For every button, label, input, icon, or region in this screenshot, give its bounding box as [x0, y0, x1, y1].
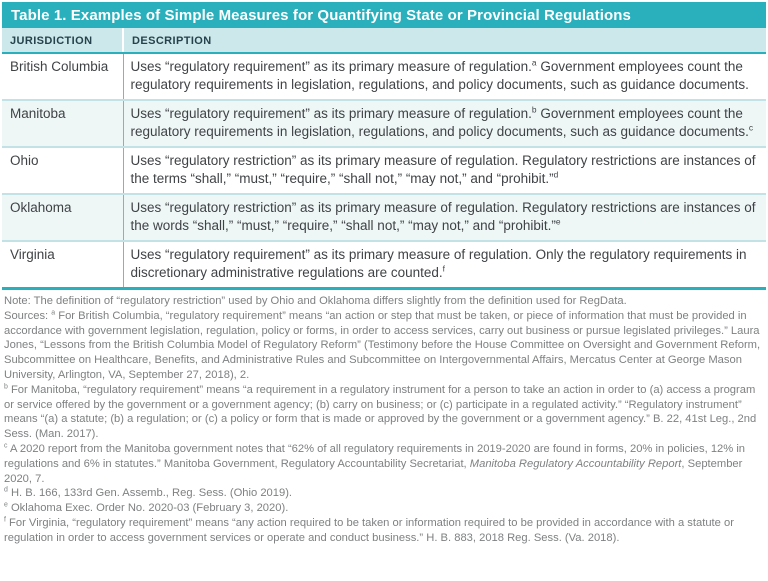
text-segment: For Manitoba, “regulatory requirement” means “a requirement in a regulatory instrument for a person to take an action in order to (a) access a program or service offered by the government or a government agency; (b) carry on business; or (c) participate in a regulated activity.” “Regulatory instrument” means “(a) a statute; (b) a regulation; or (c) a policy or form that is made or approved by the government or a government agency.” B. 22, 41st Leg., 2nd Sess. (Man. 2017). [4, 383, 757, 441]
footnote-marker: a [51, 309, 56, 317]
footnote-marker: b [531, 104, 537, 115]
table-body [2, 53, 766, 287]
note-paragraph [4, 516, 764, 546]
jurisdiction-cell: Ohio [2, 147, 123, 194]
text-segment: Oklahoma Exec. Order No. 2020-03 (February 3, 2020). [7, 502, 289, 515]
text-segment: Uses “regulatory restriction” as its primary measure of regulation. Regulatory restrictions are instances of the terms “shall,” “must,” “require,” “shall not,” “may not,” and “prohibit.” [130, 153, 756, 186]
footnote-marker: b [4, 383, 8, 391]
table-title: Table 1. Examples of Simple Measures for Quantifying State or Provincial Regulations [11, 6, 631, 24]
table-row [2, 194, 766, 241]
italic-text: Manitoba Regulatory Accountability Report [469, 457, 682, 470]
description-cell [123, 241, 766, 287]
note-paragraph [4, 501, 764, 516]
text-segment: Note: The definition of “regulatory restriction” used by Ohio and Oklahoma differs slightly from the definition used for RegData. [4, 295, 627, 307]
text-segment: , September 2020, 7. [4, 457, 743, 485]
table-header-row [2, 28, 766, 53]
footnote-marker: f [4, 516, 6, 524]
footnote-marker: e [555, 216, 561, 227]
note-paragraph [4, 442, 764, 486]
footnote-marker: a [531, 57, 537, 68]
footnote-marker: c [748, 122, 754, 133]
description-cell [123, 53, 766, 100]
footnote-marker: c [4, 442, 8, 450]
column-header-jurisdiction: JURISDICTION [2, 28, 123, 53]
jurisdiction-cell: Oklahoma [2, 194, 123, 241]
description-cell [123, 194, 766, 241]
text-segment: Sources: [4, 309, 52, 322]
footnote-marker: e [4, 501, 8, 509]
table-row [2, 241, 766, 287]
note-paragraph [4, 383, 764, 442]
jurisdiction-cell: British Columbia [2, 53, 123, 100]
notes [2, 290, 766, 546]
note-paragraph [4, 486, 764, 501]
column-header-description: DESCRIPTION [123, 28, 766, 53]
table-row [2, 100, 766, 147]
text-segment: Government employees count the regulatory requirements in legislation, regulations, and policy documents, such as guidance documents. [130, 106, 749, 139]
text-segment: For Virginia, “regulatory requirement” means “any action required to be taken or information required to be provided in accordance with a statute or regulation in order to access government services or operate and conduct business.” H. B. 883, 2018 Reg. Sess. (Va. 2018). [4, 516, 734, 544]
table-row [2, 147, 766, 194]
footnote-marker: d [4, 486, 8, 494]
text-segment: Government employees count the regulatory requirements in legislation, regulations, and policy documents, such as guidance documents. [130, 59, 749, 92]
text-segment: A 2020 report from the Manitoba government notes that “62% of all regulatory requirements in 2019-2020 are found in forms, 20% in policies, 12% in regulations and 6% in statutes.” Manitoba Government, Regulatory Accountability Secretariat, [4, 442, 746, 470]
description-cell [123, 100, 766, 147]
text-segment: Uses “regulatory requirement” as its primary measure of regulation. Only the regulatory requirements in discretionary administrative regulations are counted. [130, 247, 747, 280]
text-segment: Uses “regulatory requirement” as its primary measure of regulation. [130, 59, 532, 74]
text-segment: Uses “regulatory restriction” as its primary measure of regulation. Regulatory restrictions are instances of the words “shall,” “must,” “require,” “shall not,” “may not,” and “prohibit.” [130, 200, 756, 233]
jurisdiction-cell: Virginia [2, 241, 123, 287]
text-segment: For British Columbia, “regulatory requirement” means “an action or step that must be taken, or piece of information that must be provided in accordance with government legislation, regulation, policy or forms, in order to access services, carry out business or pursue legislated privileges.” Laura Jones, “Lessons from the British Columbia Model of Regulatory Reform” (Testimony before the House Committee on Oversight and Government Reform, Subcommittee on Healthcare, Benefits, and Administrative Rules and Subcommittee on Intergovernmental Affairs, Mercatus Center at George Mason University, Arlington, VA, September 27, 2018), 2. [4, 309, 761, 381]
footnote-marker: d [553, 169, 559, 180]
regulation-measures-table [2, 28, 766, 287]
table-title-bar [2, 2, 766, 28]
text-segment: Uses “regulatory requirement” as its primary measure of regulation. [130, 106, 532, 121]
note-paragraph [4, 294, 764, 309]
table-header [2, 28, 766, 53]
note-paragraph [4, 309, 764, 383]
description-cell [123, 147, 766, 194]
text-segment: H. B. 166, 133rd Gen. Assemb., Reg. Sess. (Ohio 2019). [7, 487, 293, 500]
jurisdiction-cell: Manitoba [2, 100, 123, 147]
footnote-marker: f [442, 263, 445, 274]
table-row [2, 53, 766, 100]
